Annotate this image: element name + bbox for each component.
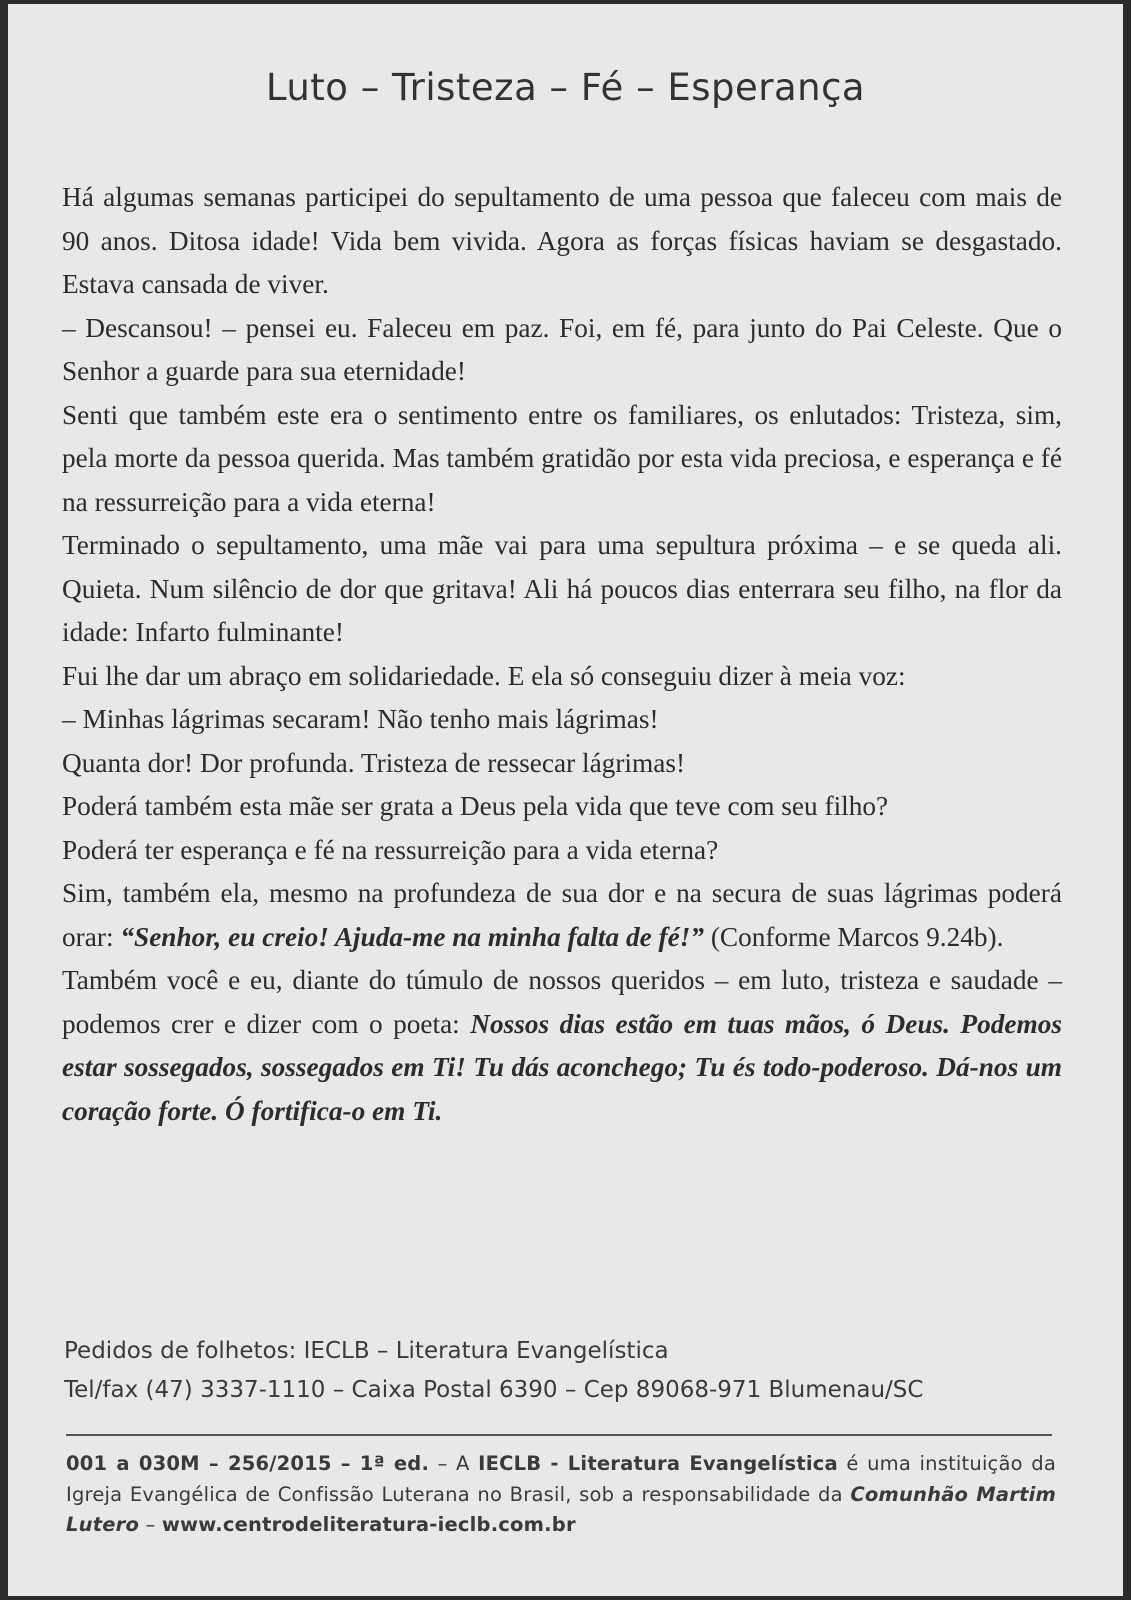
paragraph-text: Sim, também ela, mesmo na profundeza de sua dor e na secura de suas lágrimas poderá orar: (62, 878, 1062, 952)
paragraph: – Descansou! – pensei eu. Faleceu em paz. Foi, em fé, para junto do Pai Celeste. Que o Senhor a guarde para sua eternidade! (62, 312, 1062, 386)
publisher-name: IECLB - Literatura Evangelística (478, 1452, 838, 1475)
imprint (66, 1449, 1056, 1541)
paragraph: Há algumas semanas participei do sepultamento de uma pessoa que faleceu com mais de 90 anos. Ditosa idade! Vida bem vivida. Agora as forças físicas haviam se desgastado. Estava cansada de viver. (62, 182, 1062, 299)
footer-contact (64, 1332, 1064, 1410)
article-body (62, 176, 1062, 1133)
website-link[interactable]: www.centrodeliteratura-ieclb.com.br (161, 1513, 576, 1536)
paragraph: – Minhas lágrimas secaram! Não tenho mais lágrimas! (62, 704, 659, 734)
leaflet-card (8, 4, 1123, 1596)
contact-line: Tel/fax (47) 3337-1110 – Caixa Postal 6390 – Cep 89068-971 Blumenau/SC (64, 1377, 924, 1403)
paragraph (62, 959, 1062, 1133)
paragraph: Poderá ter esperança e fé na ressurreição para a vida eterna? (62, 834, 719, 865)
page-title: Luto – Tristeza – Fé – Esperança (265, 66, 866, 109)
communion-name: Comunhão Martim Lutero (66, 1482, 1056, 1536)
divider (66, 1434, 1052, 1436)
edition-info: 001 a 030M – 256/2015 – 1ª ed. (66, 1452, 430, 1475)
bible-quote: “Senhor, eu creio! Ajuda-me na minha falta de fé!” (120, 921, 705, 952)
paragraph: Fui lhe dar um abraço em solidariedade. E ela só conseguiu dizer à meia voz: (62, 660, 906, 691)
paragraph-text: Também você e eu, diante do túmulo de nossos queridos – em luto, tristeza e saudade – podemos crer e dizer com o poeta: (62, 965, 1062, 1039)
imprint-text: é uma instituição da Igreja Evangélica de Confissão Luterana no Brasil, sob a responsabilidade da (66, 1452, 1057, 1506)
paragraph: Quanta dor! Dor profunda. Tristeza de ressecar lágrimas! (62, 747, 686, 778)
imprint-text: – (139, 1513, 162, 1536)
reference-text: (Conforme Marcos 9.24b). (704, 921, 1004, 952)
imprint-text: – A (429, 1452, 479, 1475)
paragraph: Terminado o sepultamento, uma mãe vai para uma sepultura próxima – e se queda ali. Quieta. Num silêncio de dor que gritava! Ali há poucos dias enterrara seu filho, na flor da idade: Infarto fulminante! (62, 530, 1062, 647)
poet-quote: Nossos dias estão em tuas mãos, ó Deus. Podemos estar sossegados, sossegados em Ti! Tu dás aconchego; Tu és todo-poderoso. Dá-nos um coração forte. Ó fortifica-o em Ti. (62, 1008, 1062, 1126)
paragraph: Poderá também esta mãe ser grata a Deus pela vida que teve com seu filho? (62, 791, 889, 821)
orders-line: Pedidos de folhetos: IECLB – Literatura Evangelística (64, 1338, 669, 1364)
paragraph: Senti que também este era o sentimento entre os familiares, os enlutados: Tristeza, sim, pela morte da pessoa querida. Mas também gratidão por esta vida preciosa, e esperança e fé na ressurreição para a vida eterna! (62, 399, 1062, 517)
paragraph (62, 872, 1062, 959)
